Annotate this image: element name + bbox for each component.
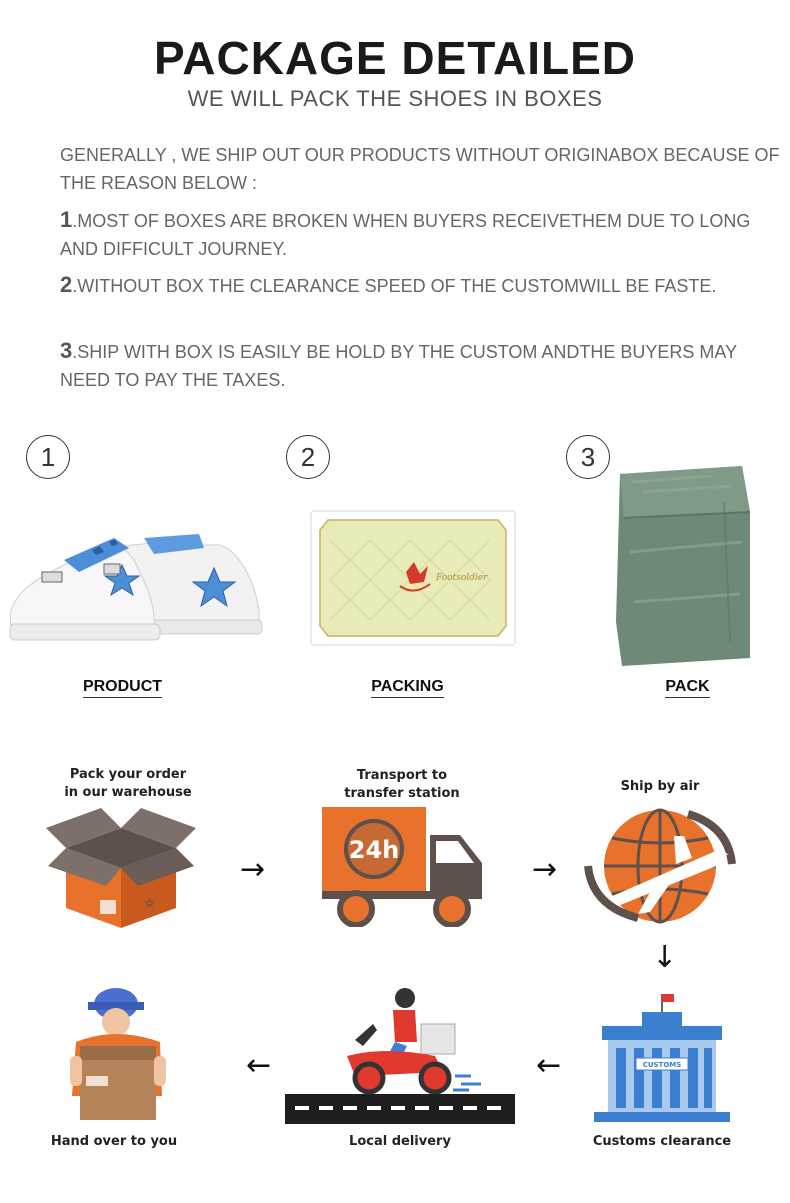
step-3-number: 3 [566, 435, 610, 479]
flow-arrow-left-2: ← [536, 1048, 562, 1083]
step-3-caption-text: PACK [665, 678, 709, 698]
step-1-number: 1 [26, 435, 70, 479]
reason-2-number: 2 [60, 272, 73, 297]
intro-text: GENERALLY , WE SHIP OUT OUR PRODUCTS WITHOUT ORIGINABOX BECAUSE OF THE REASON BELOW : [60, 145, 780, 193]
wrapped-package-icon [612, 462, 754, 670]
transport-line2: transfer station [344, 786, 460, 801]
sneaker-icon [4, 520, 266, 650]
step-2-number: 2 [286, 435, 330, 479]
flow-arrow-right-1: → [240, 852, 266, 887]
shoebox-brand-text: Footsoldier [436, 573, 488, 583]
pack-order-line1: Pack your order [69, 767, 187, 782]
step-2-caption [335, 678, 480, 696]
pack-order-line2: in our warehouse [64, 785, 192, 800]
flow-arrow-right-2: → [532, 852, 558, 887]
step-2-caption-text: PACKING [371, 678, 444, 698]
reason-2-text: .WITHOUT BOX THE CLEARANCE SPEED OF THE CUSTOMWILL BE FASTE. [72, 276, 717, 296]
transport-label [322, 767, 482, 803]
reason-2 [60, 271, 780, 300]
customs-sign-text: CUSTOMS [642, 1061, 682, 1069]
step-1-caption [50, 678, 195, 696]
reason-1-text: .MOST OF BOXES ARE BROKEN WHEN BUYERS RECEIVETHEM DUE TO LONG AND DIFFICULT JOURNEY. [60, 211, 751, 259]
truck-24h-badge: 24h [348, 836, 400, 864]
reason-3 [60, 337, 780, 394]
shoebox-icon [310, 510, 516, 646]
scooter-delivery-icon [285, 986, 515, 1126]
step-3-caption [615, 678, 760, 696]
reason-3-text: .SHIP WITH BOX IS EASILY BE HOLD BY THE CUSTOM ANDTHE BUYERS MAY NEED TO PAY THE TAXES. [60, 342, 737, 390]
airplane-globe-icon [578, 806, 742, 930]
reason-1 [60, 206, 780, 263]
open-box-icon [46, 808, 196, 930]
step-1-caption-text: PRODUCT [83, 678, 162, 698]
svg-text:⛤: ⛤ [144, 896, 156, 912]
courier-person-icon [66, 986, 170, 1124]
ship-by-air-label: Ship by air [620, 779, 700, 794]
reason-3-number: 3 [60, 338, 73, 363]
reason-1-number: 1 [60, 207, 73, 232]
page-subtitle: WE WILL PACK THE SHOES IN BOXES [187, 86, 603, 111]
local-delivery-label: Local delivery [349, 1134, 451, 1149]
transport-line1: Transport to [356, 768, 448, 783]
delivery-truck-icon [320, 805, 486, 927]
flow-arrow-down: ↓ [652, 940, 678, 975]
pack-order-label [48, 766, 208, 802]
page-title: PACKAGE DETAILED [154, 32, 636, 84]
customs-building-icon [592, 992, 732, 1124]
handover-label: Hand over to you [50, 1134, 178, 1149]
flow-arrow-left-1: ← [246, 1048, 272, 1083]
customs-clearance-label: Customs clearance [592, 1134, 732, 1149]
